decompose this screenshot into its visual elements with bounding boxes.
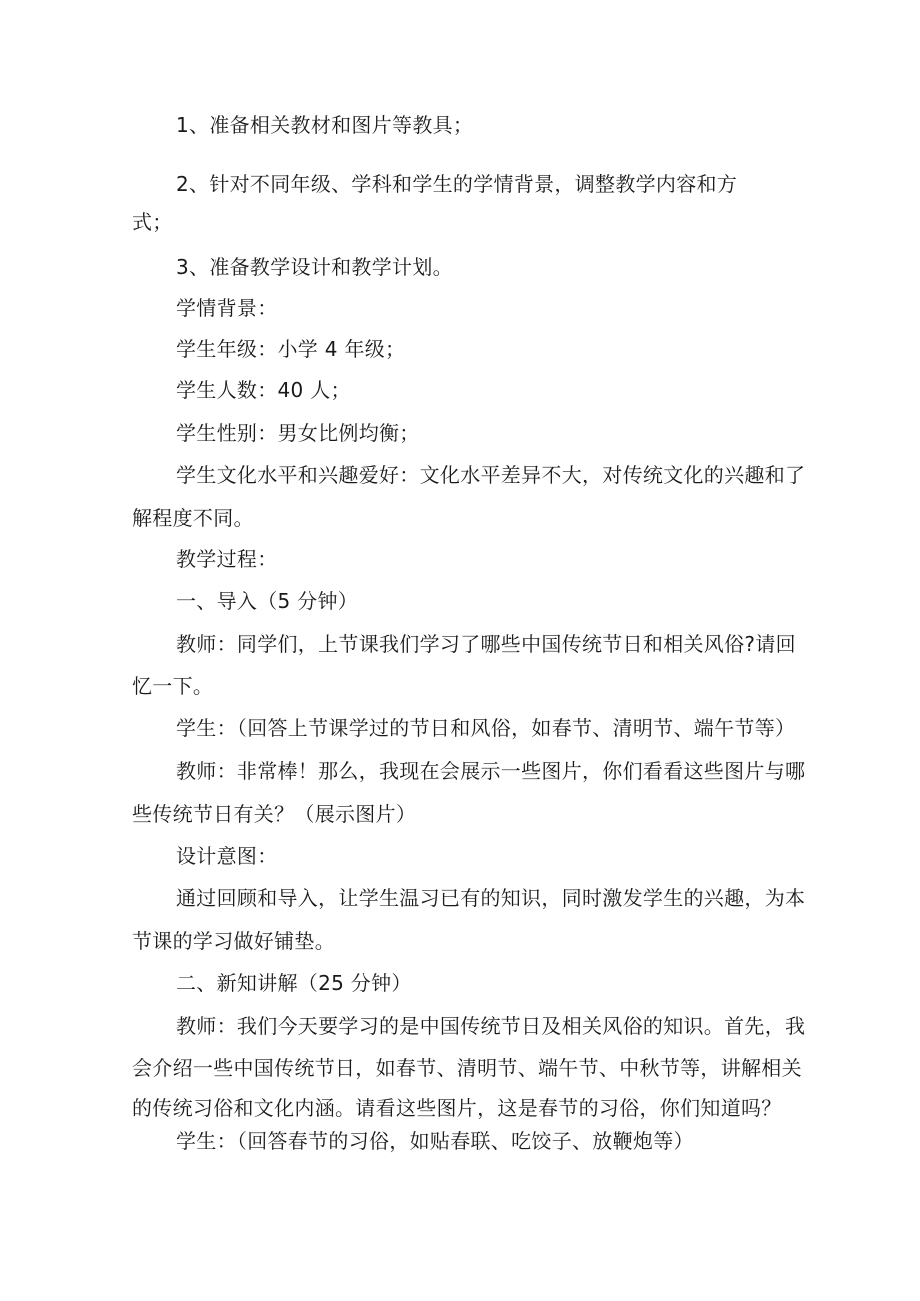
teacher-line-3: 教师：我们今天要学习的是中国传统节日及相关风俗的知识。首先，我 bbox=[176, 1014, 806, 1038]
section-heading-student-background: 学情背景： bbox=[176, 296, 278, 320]
prep-item-1: 1、准备相关教材和图片等教具； bbox=[176, 113, 474, 137]
section-heading-teaching-process: 教学过程： bbox=[176, 547, 278, 571]
student-gender: 学生性别：男女比例均衡； bbox=[176, 421, 420, 445]
student-line-1: 学生：（回答上节课学过的节日和风俗，如春节、清明节、端午节等） bbox=[176, 716, 796, 740]
teacher-line-3-continued-1: 会介绍一些中国传统节日，如春节、清明节、端午节、中秋节等，讲解相关 bbox=[132, 1056, 802, 1080]
step-2-heading: 二、新知讲解（25 分钟） bbox=[176, 971, 412, 995]
teacher-line-2: 教师：非常棒！那么，我现在会展示一些图片，你们看看这些图片与哪 bbox=[176, 759, 806, 783]
teacher-line-1: 教师：同学们，上节课我们学习了哪些中国传统节日和相关风俗?请回 bbox=[176, 632, 796, 656]
step-1-heading: 一、导入（5 分钟） bbox=[176, 589, 359, 613]
prep-item-2-continued: 式； bbox=[132, 210, 173, 234]
design-intent-heading: 设计意图： bbox=[176, 844, 278, 868]
student-line-2: 学生：（回答春节的习俗，如贴春联、吃饺子、放鞭炮等） bbox=[176, 1129, 694, 1153]
teacher-line-3-continued-2: 的传统习俗和文化内涵。请看这些图片，这是春节的习俗，你们知道吗？ bbox=[132, 1096, 782, 1120]
teacher-line-2-continued: 些传统节日有关？（展示图片） bbox=[132, 802, 417, 826]
student-interests-continued: 解程度不同。 bbox=[132, 506, 254, 530]
student-interests: 学生文化水平和兴趣爱好：文化水平差异不大，对传统文化的兴趣和了 bbox=[176, 463, 806, 487]
prep-item-3: 3、准备教学设计和教学计划。 bbox=[176, 255, 453, 279]
design-intent-text: 通过回顾和导入，让学生温习已有的知识，同时激发学生的兴趣，为本 bbox=[176, 886, 806, 910]
student-count: 学生人数：40 人； bbox=[176, 378, 351, 402]
design-intent-text-continued: 节课的学习做好铺垫。 bbox=[132, 929, 335, 953]
prep-item-2: 2、针对不同年级、学科和学生的学情背景，调整教学内容和方 bbox=[176, 172, 738, 196]
student-grade: 学生年级：小学 4 年级； bbox=[176, 337, 406, 361]
teacher-line-1-continued: 忆一下。 bbox=[132, 674, 214, 698]
